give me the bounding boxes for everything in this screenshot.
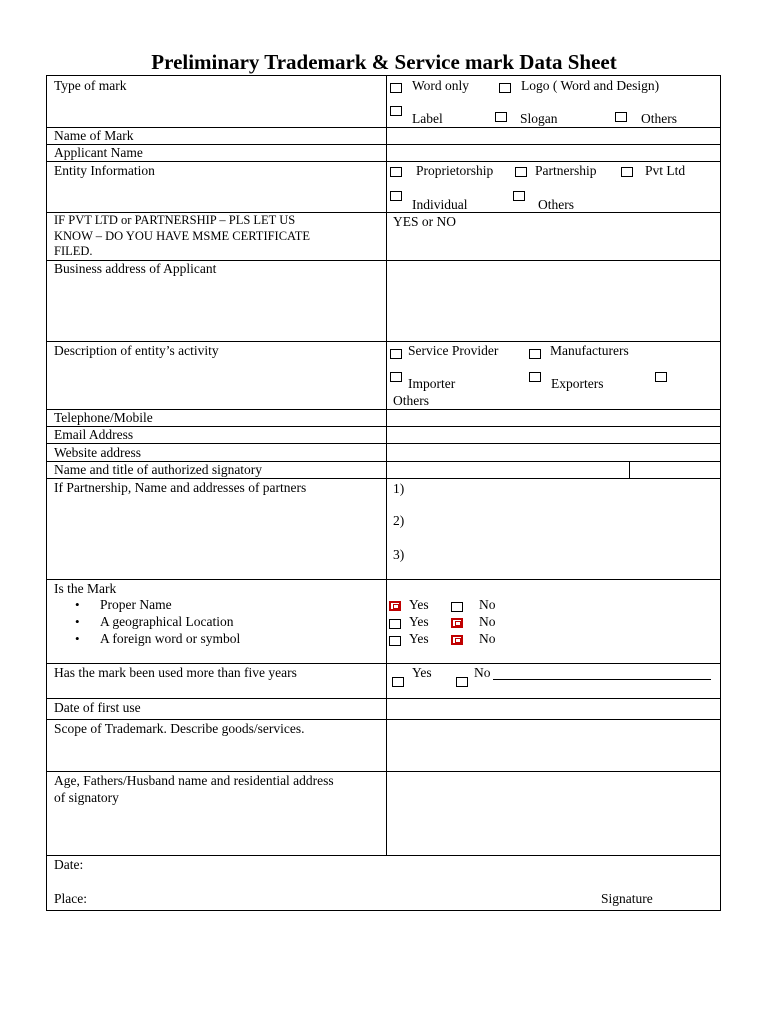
row-divider <box>46 341 721 342</box>
used-five-years-blank-line <box>493 679 711 680</box>
manufacturers-checkbox[interactable] <box>529 349 541 359</box>
msme-answer: YES or NO <box>393 214 456 229</box>
row-divider <box>46 426 721 427</box>
proper-name-item: Proper Name <box>100 597 172 612</box>
slogan-checkbox[interactable] <box>495 112 507 122</box>
foreign-word-item: A foreign word or symbol <box>100 631 241 646</box>
foreign-word-no-checkbox[interactable] <box>451 635 463 645</box>
date-first-use-label: Date of first use <box>54 700 141 715</box>
used-five-years-no-checkbox[interactable] <box>456 677 468 687</box>
proper-name-yes-label: Yes <box>409 597 429 612</box>
signatory-cell-divider <box>629 461 630 479</box>
slogan-option: Slogan <box>520 111 558 126</box>
msme-question-line2: KNOW – DO YOU HAVE MSME CERTIFICATE <box>54 229 310 243</box>
word-only-option: Word only <box>412 78 470 93</box>
individual-option: Individual <box>412 197 468 212</box>
word-only-checkbox[interactable] <box>390 83 402 93</box>
partner-item-1: 1) <box>393 481 405 496</box>
table-top-border <box>46 75 721 76</box>
pvt-ltd-checkbox[interactable] <box>621 167 633 177</box>
importer-checkbox[interactable] <box>390 372 402 382</box>
applicant-name-label: Applicant Name <box>54 145 143 160</box>
service-provider-option: Service Provider <box>408 343 499 358</box>
partner-item-3: 3) <box>393 547 405 562</box>
msme-question-line1: IF PVT LTD or PARTNERSHIP – PLS LET US <box>54 213 296 227</box>
partnership-option: Partnership <box>535 163 597 178</box>
geographical-no-label: No <box>479 614 496 629</box>
email-label: Email Address <box>54 427 134 442</box>
website-label: Website address <box>54 445 142 460</box>
activity-others-option: Others <box>393 393 429 408</box>
row-divider <box>46 579 721 580</box>
row-divider <box>46 663 721 664</box>
table-right-border <box>720 75 721 911</box>
row-divider <box>46 719 721 720</box>
used-five-years-label: Has the mark been used more than five years <box>54 665 297 680</box>
table-bottom-border <box>46 910 721 911</box>
geographical-no-checkbox[interactable] <box>451 618 463 628</box>
msme-question-line3: FILED. <box>54 244 93 258</box>
signature-label: Signature <box>601 891 653 906</box>
is-the-mark-label: Is the Mark <box>54 581 117 596</box>
partner-item-2: 2) <box>393 513 405 528</box>
row-divider <box>46 144 721 145</box>
geographical-location-item: A geographical Location <box>100 614 234 629</box>
importer-option: Importer <box>408 376 456 391</box>
row-divider <box>46 478 721 479</box>
proper-name-no-checkbox[interactable] <box>451 602 463 612</box>
exporters-option: Exporters <box>551 376 604 391</box>
service-provider-checkbox[interactable] <box>390 349 402 359</box>
table-left-border <box>46 75 47 911</box>
place-label: Place: <box>54 891 87 906</box>
telephone-label: Telephone/Mobile <box>54 410 153 425</box>
row-divider <box>46 855 721 856</box>
logo-option: Logo ( Word and Design) <box>521 78 660 93</box>
type-of-mark-label: Type of mark <box>54 78 127 93</box>
geographical-yes-checkbox[interactable] <box>389 619 401 629</box>
label-checkbox[interactable] <box>390 106 402 116</box>
row-divider <box>46 771 721 772</box>
age-label-line2: of signatory <box>54 790 119 805</box>
date-label: Date: <box>54 857 84 872</box>
geographical-yes-label: Yes <box>409 614 429 629</box>
entity-others-option: Others <box>538 197 574 212</box>
signatory-label: Name and title of authorized signatory <box>54 462 263 477</box>
entity-activity-label: Description of entity’s activity <box>54 343 219 358</box>
bullet-icon: • <box>75 631 80 646</box>
logo-checkbox[interactable] <box>499 83 511 93</box>
row-divider <box>46 443 721 444</box>
partners-label: If Partnership, Name and addresses of partners <box>54 480 307 495</box>
proper-name-no-label: No <box>479 597 496 612</box>
row-divider <box>46 698 721 699</box>
type-others-checkbox[interactable] <box>615 112 627 122</box>
individual-checkbox[interactable] <box>390 191 402 201</box>
label-option: Label <box>412 111 443 126</box>
bullet-icon: • <box>75 614 80 629</box>
foreign-word-yes-label: Yes <box>409 631 429 646</box>
pvt-ltd-option: Pvt Ltd <box>645 163 686 178</box>
row-divider <box>46 127 721 128</box>
proper-name-yes-checkbox[interactable] <box>389 601 401 611</box>
used-five-years-yes-checkbox[interactable] <box>392 677 404 687</box>
type-others-option: Others <box>641 111 677 126</box>
foreign-word-no-label: No <box>479 631 496 646</box>
entity-information-label: Entity Information <box>54 163 155 178</box>
bullet-icon: • <box>75 597 80 612</box>
proprietorship-checkbox[interactable] <box>390 167 402 177</box>
scope-label: Scope of Trademark. Describe goods/services. <box>54 721 305 736</box>
column-divider <box>386 75 387 856</box>
partnership-checkbox[interactable] <box>515 167 527 177</box>
used-five-years-no-label: No <box>474 665 491 680</box>
row-divider <box>46 161 721 162</box>
business-address-label: Business address of Applicant <box>54 261 217 276</box>
foreign-word-yes-checkbox[interactable] <box>389 636 401 646</box>
used-five-years-yes-label: Yes <box>412 665 432 680</box>
age-label-line1: Age, Fathers/Husband name and residential address <box>54 773 334 788</box>
name-of-mark-label: Name of Mark <box>54 128 134 143</box>
entity-others-checkbox[interactable] <box>513 191 525 201</box>
proprietorship-option: Proprietorship <box>416 163 494 178</box>
activity-others-checkbox[interactable] <box>655 372 667 382</box>
exporters-checkbox[interactable] <box>529 372 541 382</box>
page-title: Preliminary Trademark & Service mark Data Sheet <box>151 50 617 74</box>
manufacturers-option: Manufacturers <box>550 343 629 358</box>
